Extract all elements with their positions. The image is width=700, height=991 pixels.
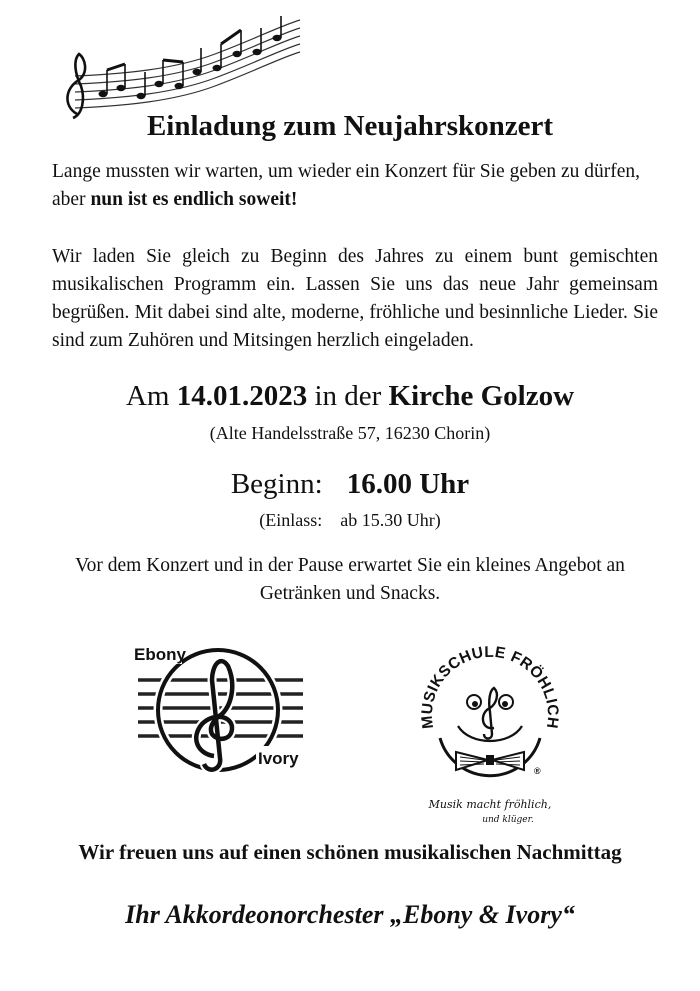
intro-emphasis: nun ist es endlich soweit! [90, 189, 298, 210]
start-time-line [0, 468, 700, 501]
logo-ivory-word: Ivory [258, 749, 299, 768]
entry-label: (Einlass: [259, 510, 323, 530]
signature-line: Ihr Akkordeonorchester „Ebony & Ivory“ [125, 900, 575, 929]
school-slogan-line2: und klüger. [482, 815, 534, 825]
event-date: 14.01.2023 [176, 380, 308, 412]
date-prefix: Am [125, 380, 177, 412]
program-paragraph: Wir laden Sie gleich zu Beginn des Jahres zu einem bunt gemischten musikalischen Programm ein. Lassen Sie uns das neue Jahr gemeinsam begrüßen. Mit dabei sind alte, moderne, fröhliche und besinnliche Lieder. Sie sind zum Zuhören und Mitsingen herzlich eingeladen. [52, 246, 658, 351]
start-label: Beginn: [230, 468, 323, 500]
school-name-text: MUSIKSCHULE FRÖHLICH [418, 643, 562, 730]
page-title: Einladung zum Neujahrskonzert [146, 110, 554, 142]
entry-time: ab 15.30 Uhr) [340, 510, 441, 530]
closing-line: Wir freuen uns auf einen schönen musikalischen Nachmittag [78, 840, 622, 864]
start-time: 16.00 Uhr [346, 468, 470, 500]
intro-paragraph [52, 158, 658, 214]
logo-ebony-word: Ebony [134, 645, 186, 664]
venue-address: (Alte Handelsstraße 57, 16230 Chorin) [209, 423, 491, 443]
musikschule-logo [410, 630, 570, 830]
event-venue: Kirche Golzow [388, 380, 575, 412]
entry-time-line [0, 510, 700, 531]
event-date-line [0, 380, 700, 413]
snacks-paragraph: Vor dem Konzert und in der Pause erwartet Sie ein kleines Angebot an Getränken und Snacks. [75, 555, 625, 604]
ebony-ivory-logo [128, 628, 313, 788]
school-slogan-line1: Musik macht fröhlich, [428, 798, 552, 811]
intro-text: Lange mussten wir warten, um wieder ein Konzert für Sie geben zu dürfen, aber [52, 161, 641, 210]
music-notes-illustration [55, 14, 305, 124]
date-middle: in der [307, 380, 389, 412]
registered-mark: ® [534, 766, 541, 776]
